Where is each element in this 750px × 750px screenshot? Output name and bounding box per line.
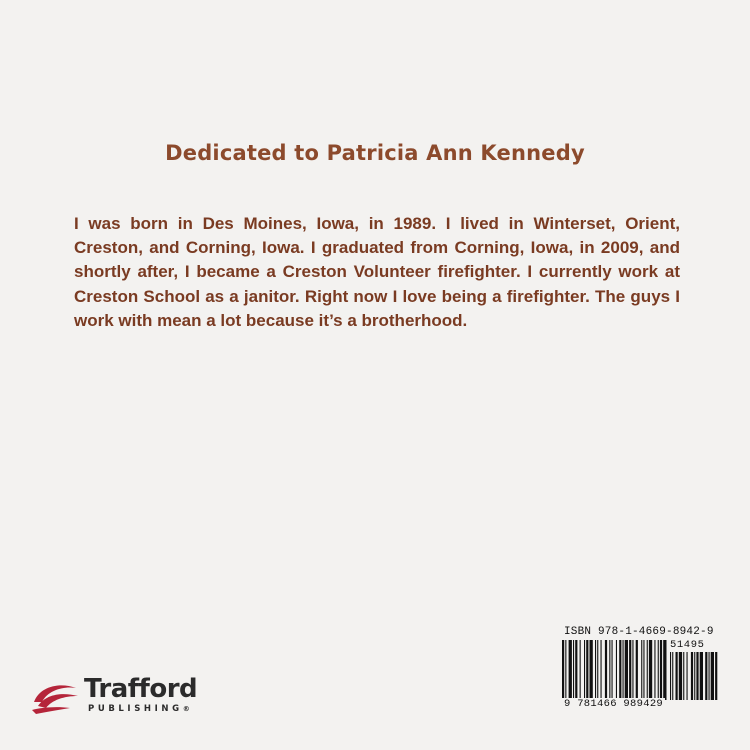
barcode-bar (601, 640, 602, 700)
barcode-bar (590, 640, 593, 700)
author-bio: I was born in Des Moines, Iowa, in 1989. I lived in Winterset, Orient, Creston, and Corning, Iowa. I graduated from Corning, Iowa, in 2009, and shortly after, I became a Creston Volunteer firefighter. I currently work at Creston School as a janitor. Right now I love being a firefighter. The guys I work with mean a lot because it’s a brotherhood. (74, 214, 680, 330)
addon-bar (694, 652, 695, 700)
addon-bar (672, 652, 673, 700)
addon-bar (696, 652, 698, 700)
isbn-label: ISBN 978-1-4669-8942-9 (564, 626, 714, 638)
addon-bar (705, 652, 707, 700)
publisher-name: Trafford (84, 674, 198, 704)
barcode-bar (609, 640, 610, 700)
addon-bar (683, 652, 684, 700)
barcode-bar (597, 640, 598, 700)
trafford-swoosh-icon (30, 680, 82, 716)
addon-bar (709, 652, 710, 700)
addon-bar (700, 652, 703, 700)
barcode-bar (619, 640, 621, 700)
addon-bar (670, 652, 671, 700)
addon-bar (715, 652, 717, 700)
barcode-bar (616, 640, 617, 700)
barcode-bar (612, 640, 613, 700)
barcode-bar (586, 640, 588, 700)
isbn-barcode (560, 626, 720, 712)
barcode-bar (660, 640, 662, 700)
barcode-bar (569, 640, 572, 700)
barcode-bar (623, 640, 624, 700)
barcode-bar (595, 640, 596, 700)
barcode-bar (584, 640, 585, 700)
barcode-bar (580, 640, 581, 700)
trafford-publishing-logo (30, 674, 220, 724)
barcode-bar (647, 640, 648, 700)
barcode-bar (625, 640, 628, 700)
ean-number: 9 781466 989429 (564, 698, 664, 710)
publisher-tagline: PUBLISHING® (88, 704, 190, 714)
barcode-bar (573, 640, 574, 700)
addon-bar (687, 652, 688, 700)
barcode-bar (632, 640, 633, 700)
barcode-bar (562, 640, 564, 700)
registered-mark: ® (182, 705, 190, 713)
barcode-bar (663, 640, 666, 700)
barcode-bar (649, 640, 652, 700)
barcode-addon-number: 51495 (670, 639, 705, 651)
barcode-bar (565, 640, 566, 700)
barcode-bar (629, 640, 631, 700)
barcode-bar (643, 640, 644, 700)
barcode-bar (636, 640, 638, 700)
barcode-bar (654, 640, 655, 700)
barcode-bar (641, 640, 642, 700)
addon-bar (711, 652, 714, 700)
addon-bar (679, 652, 682, 700)
dedication-heading: Dedicated to Patricia Ann Kennedy (165, 141, 585, 165)
barcode-bar (605, 640, 607, 700)
barcode-bar (658, 640, 659, 700)
addon-bar (691, 652, 693, 700)
addon-bar (676, 652, 678, 700)
barcode-bar (575, 640, 577, 700)
